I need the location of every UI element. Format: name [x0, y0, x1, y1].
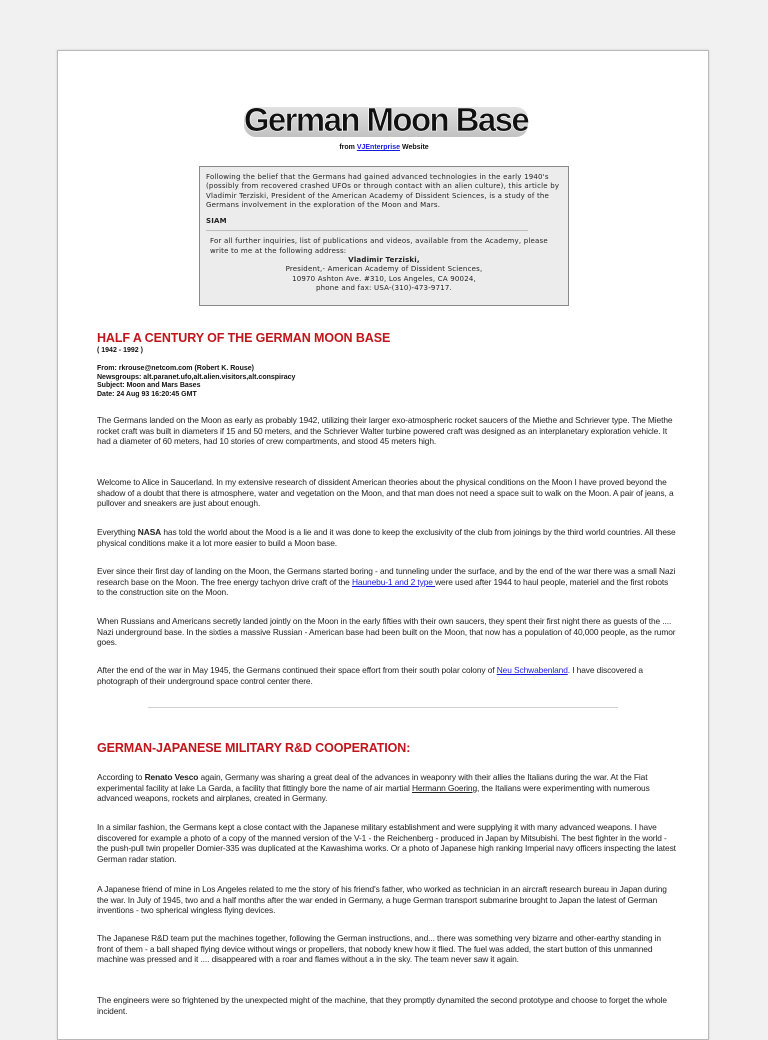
hermann-goering-link[interactable]: Hermann Goering [411, 782, 478, 793]
from-suffix: Website [401, 144, 429, 151]
header-subject: Subject: Moon and Mars Bases [97, 382, 201, 389]
neu-schwabenland-link[interactable]: Neu Schwabenland [496, 665, 568, 675]
contact-name-comma: , [416, 256, 420, 265]
section-heading-cooperation: GERMAN-JAPANESE MILITARY R&D COOPERATION: [97, 741, 411, 755]
source-line [0, 144, 768, 151]
intro-text: Following the belief that the Germans had gained advanced technologies in the early 1940's (possibly from recovered crashed UFOs or through contact with an alien culture), this article by Vladimir Terziski, President of the American Academy of Dissident Sciences, is a study of the Germans involvement in the exploration of the Moon and Mars. [206, 173, 560, 209]
paragraph: The Japanese R&D team put the machines together, following the German instructions, and... there was something very bizarre and other-earthy standing in front of them - a ball shaped flying device without wings or propellers, that nobody knew how it flied. The fuel was added, the start button of this unmanned machine was pressed and it .... disappeared with a roar and flames without a in the sky. The team never saw it again. [97, 933, 661, 965]
renato-vesco-bold: Renato Vesco [144, 772, 199, 782]
contact-title: President,- American Academy of Dissident Sciences, [285, 265, 483, 274]
paragraph: Everything NASA has told the world about the Mood is a lie and it was done to keep the exclusivity of the club from joinings by the third world countries. All these physical conditions make it a lot more easier to build a Moon base. [97, 527, 676, 548]
paragraph: Welcome to Alice in Saucerland. In my extensive research of dissident American theories about the physical conditions on the Moon I have proved beyond the shadow of a doubt that there is atmosphere, water and vegetation on the Moon, and that man does not need a space suit to walk on the Moon. A pair of jeans, a pullover and sneakers are just about enough. [97, 477, 674, 509]
contact-address: 10970 Ashton Ave. #310, Los Angeles, CA 90024, [292, 274, 476, 283]
contact-block [206, 237, 562, 293]
paragraph: When Russians and Americans secretly landed jointly on the Moon in the early fifties with their own saucers, they spent their first night there as guests of the .... Nazi underground base. In the sixties a massive Russian - American base had been built on the Moon, that now has a population of 40,000 people, as the rumor goes. [97, 616, 676, 648]
paragraph: Ever since their first day of landing on the Moon, the Germans started boring - and tunneling under the surface, and by the end of the war there was a small Nazi research base on the Moon. The free energy tachyon drive craft of the Haunebu-1 and 2 type were used after 1944 to haul people, materiel and the first robots to the construction site on the Moon. [97, 566, 676, 598]
paragraph: After the end of the war in May 1945, the Germans continued their space effort from their south polar colony of Neu Schwabenland. I have discovered a photograph of their underground space control center there. [97, 665, 643, 686]
from-prefix: from [339, 144, 355, 151]
section-heading-moon-base: HALF A CENTURY OF THE GERMAN MOON BASE [97, 331, 391, 345]
paragraph: The Germans landed on the Moon as early as probably 1942, utilizing their larger exo-atmospheric rocket saucers of the Miethe and Schriever type. The Miethe rocket craft was built in diameters if 15 and 50 meters, and the Schriever Walter turbine powered craft was designed as an interplanetary exploration vehicle. It had a diameter of 60 meters, had 10 stories of crew compartments, and stood 45 meters high. [97, 415, 673, 447]
contact-name: Vladimir Terziski [348, 256, 417, 265]
paragraph: The engineers were so frightened by the unexpected might of the machine, that they promptly dynamited the second prototype and choose to forget the whole incident. [97, 995, 667, 1016]
page-logo [240, 97, 532, 142]
years-label: ( 1942 - 1992 ) [97, 347, 143, 354]
header-date: Date: 24 Aug 93 16:20:45 GMT [97, 390, 197, 398]
section-divider [148, 707, 618, 708]
box-divider [206, 230, 528, 231]
vjenterprise-link[interactable]: VJEnterprise [356, 144, 401, 151]
siam-label: SIAM [206, 217, 227, 226]
intro-box [199, 166, 569, 306]
contact-intro: For all further inquiries, list of publications and videos, available from the Academy, please write to me at the following address: [210, 237, 548, 255]
paragraph: According to Renato Vesco again, Germany was sharing a great deal of the advances in weaponry with their allies the Italians during the war. At the Fiat experimental facility at lake La Garda, a facility that fittingly bore the name of air martial Hermann Goering, the Italians were experimenting with numerous advanced weapons, rockets and airplanes, created in Germany. [97, 772, 650, 804]
paragraph: A Japanese friend of mine in Los Angeles related to me the story of his friend's father, who worked as technician in an aircraft research bureau in Japan during the war. In July of 1945, two and a half months after the war ended in Germany, a huge German transport submarine brought to Japan the latest of German inventions - two spherical wingless flying devices. [97, 884, 667, 916]
post-headers [97, 365, 295, 399]
logo-graphic [240, 97, 532, 142]
logo-text: German Moon Base [243, 101, 529, 138]
header-from: From: rkrouse@netcom.com (Robert K. Rouse) [97, 365, 254, 372]
paragraph: In a similar fashion, the Germans kept a close contact with the Japanese military establishment and were supplying it with many advanced weapons. I have discovered for example a photo of a copy of the manned version of the V-1 - the Reichenberg - produced in Japan by Mitsubishi. The best fighter in the world - the push-pull twin propeller Domier-335 was duplicated at the Kawashima works. Or a photo of Japanese high ranking Imperial navy officers inspecting the latest German radar station. [97, 822, 676, 865]
nasa-bold: NASA [137, 527, 162, 537]
haunebu-link[interactable]: Haunebu-1 and 2 type [351, 576, 436, 587]
contact-phone: phone and fax: USA-(310)-473-9717. [316, 283, 452, 292]
header-newsgroups: Newsgroups: alt.paranet.ufo,alt.alien.visitors,alt.conspiracy [97, 373, 296, 381]
